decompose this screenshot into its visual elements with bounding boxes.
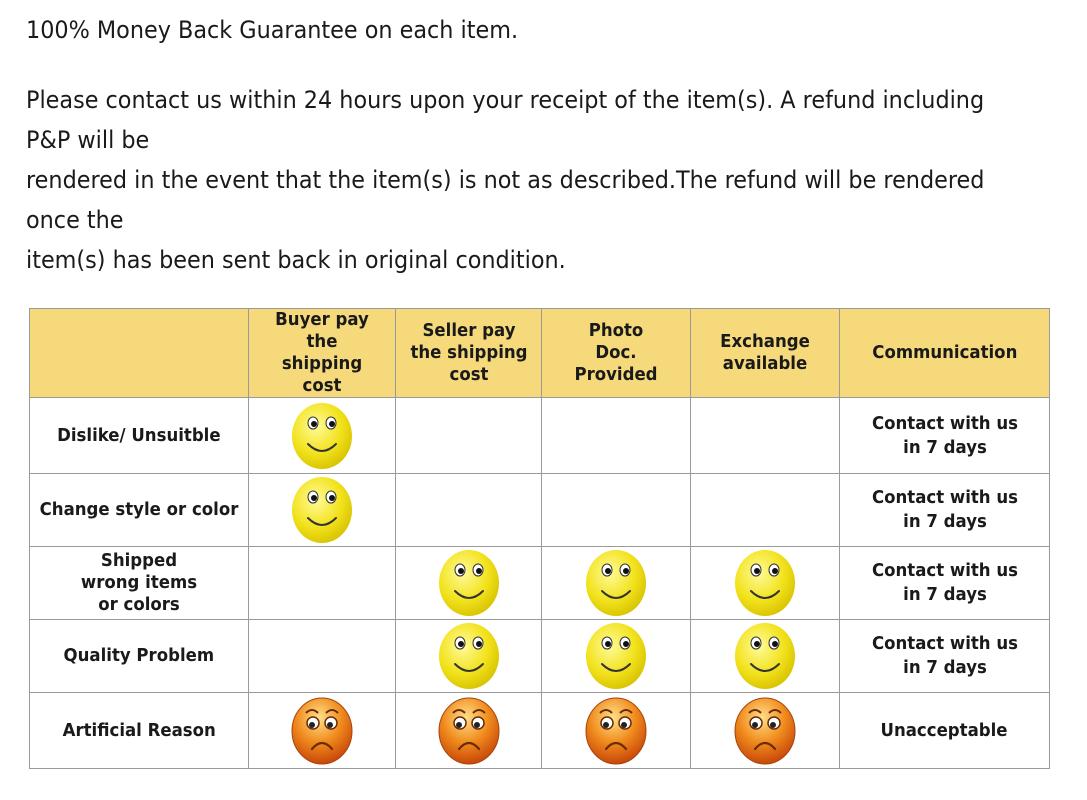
header-buyer-pay: Buyer pay the shipping cost bbox=[249, 309, 396, 398]
refund-line-4: once the bbox=[26, 206, 124, 234]
communication-cell: Contact with us in 7 days bbox=[840, 547, 1050, 620]
return-policy-table bbox=[29, 308, 1050, 769]
row-label: Change style or color bbox=[30, 474, 249, 547]
cell-photo-doc bbox=[542, 398, 691, 474]
guarantee-text bbox=[26, 10, 993, 280]
table-row bbox=[30, 474, 1050, 547]
cell-exchange bbox=[691, 620, 840, 693]
happy-face-icon bbox=[584, 622, 648, 690]
communication-cell: Contact with us in 7 days bbox=[840, 398, 1050, 474]
refund-line-5: item(s) has been sent back in original condition. bbox=[26, 246, 566, 274]
header-exchange: Exchange available bbox=[691, 309, 840, 398]
refund-line-3: rendered in the event that the item(s) is not as described.The refund will be rendered bbox=[26, 166, 985, 194]
table-header-row bbox=[30, 309, 1050, 398]
happy-face-icon bbox=[733, 622, 797, 690]
refund-line-1: Please contact us within 24 hours upon your receipt of the item(s). A refund including bbox=[26, 86, 985, 114]
cell-photo-doc bbox=[542, 620, 691, 693]
header-seller-pay: Seller pay the shipping cost bbox=[396, 309, 542, 398]
cell-seller-pay bbox=[396, 620, 542, 693]
cell-seller-pay bbox=[396, 474, 542, 547]
cell-buyer-pay bbox=[249, 474, 396, 547]
cell-photo-doc bbox=[542, 474, 691, 547]
row-label: Dislike/ Unsuitble bbox=[30, 398, 249, 474]
row-label: Quality Problem bbox=[30, 620, 249, 693]
sad-face-icon bbox=[584, 697, 648, 765]
happy-face-icon bbox=[437, 549, 501, 617]
sad-face-icon bbox=[437, 697, 501, 765]
header-photo-doc: Photo Doc. Provided bbox=[542, 309, 691, 398]
cell-photo-doc bbox=[542, 693, 691, 769]
happy-face-icon bbox=[290, 402, 354, 470]
cell-exchange bbox=[691, 474, 840, 547]
header-communication: Communication bbox=[840, 309, 1050, 398]
happy-face-icon bbox=[733, 549, 797, 617]
table-row bbox=[30, 547, 1050, 620]
row-label: Shipped wrong items or colors bbox=[30, 547, 249, 620]
communication-cell: Unacceptable bbox=[840, 693, 1050, 769]
happy-face-icon bbox=[584, 549, 648, 617]
row-label: Artificial Reason bbox=[30, 693, 249, 769]
cell-buyer-pay bbox=[249, 398, 396, 474]
communication-cell: Contact with us in 7 days bbox=[840, 620, 1050, 693]
cell-exchange bbox=[691, 547, 840, 620]
cell-seller-pay bbox=[396, 693, 542, 769]
table-row bbox=[30, 693, 1050, 769]
table-row bbox=[30, 398, 1050, 474]
guarantee-heading: 100% Money Back Guarantee on each item. bbox=[26, 16, 519, 44]
cell-buyer-pay bbox=[249, 693, 396, 769]
communication-cell: Contact with us in 7 days bbox=[840, 474, 1050, 547]
sad-face-icon bbox=[733, 697, 797, 765]
cell-seller-pay bbox=[396, 547, 542, 620]
cell-buyer-pay bbox=[249, 620, 396, 693]
header-empty bbox=[30, 309, 249, 398]
happy-face-icon bbox=[437, 622, 501, 690]
happy-face-icon bbox=[290, 476, 354, 544]
sad-face-icon bbox=[290, 697, 354, 765]
cell-buyer-pay bbox=[249, 547, 396, 620]
refund-line-2: P&P will be bbox=[26, 126, 150, 154]
cell-seller-pay bbox=[396, 398, 542, 474]
cell-exchange bbox=[691, 398, 840, 474]
cell-exchange bbox=[691, 693, 840, 769]
cell-photo-doc bbox=[542, 547, 691, 620]
table-row bbox=[30, 620, 1050, 693]
